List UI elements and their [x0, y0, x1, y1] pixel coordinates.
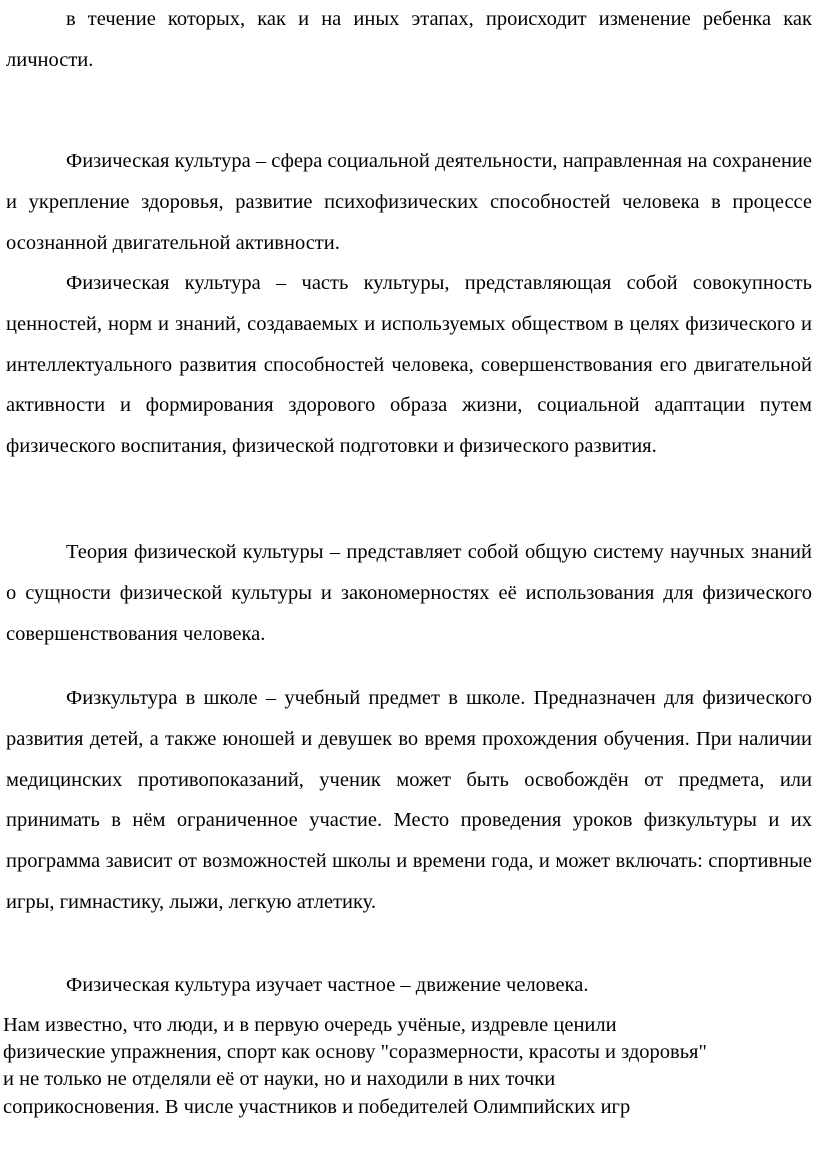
paragraph-physical-culture-part: Физическая культура – часть культуры, представляющая собой совокупность ценностей, норм и знаний, создаваемых и используемых обществом в целях физического и интеллектуального развития способностей человека, совершенствования его двигательной активности и формирования здорового образа жизни, социальной адаптации путем физического воспитания, физической подготовки и физического развития.: [6, 272, 812, 458]
paragraph-definition-physical-culture: Физическая культура – сфера социальной деятельности, направленная на сохранение и укрепление здоровья, развитие психофизических способностей человека в процессе осознанной двигательной активности.: [6, 150, 812, 254]
paragraph-movement: Физическая культура изучает частное – движение человека.: [66, 974, 589, 996]
history-line: физические упражнения, спорт как основу "соразмерности, красоты и здоровья": [3, 1041, 707, 1064]
paragraph-theory: Теория физической культуры – представляет собой общую систему научных знаний о сущности физической культуры и закономерностях её использования для физического совершенствования человека.: [6, 541, 812, 645]
history-line: соприкосновения. В числе участников и победителей Олимпийских игр: [3, 1095, 631, 1118]
paragraph-school-pe: Физкультура в школе – учебный предмет в школе. Предназначен для физического развития детей, а также юношей и девушек во время прохождения обучения. При наличии медицинских противопоказаний, ученик может быть освобождён от предмета, или принимать в нём ограниченное участие. Место проведения уроков физкультуры и их программа зависит от возможностей школы и времени года, и может включать: спортивные игры, гимнастику, лыжи, легкую атлетику.: [6, 687, 812, 913]
paragraph-history: [3, 1012, 816, 1121]
history-line: Нам известно, что люди, и в первую очередь учёные, издревле ценили: [3, 1014, 617, 1036]
history-line: и не только не отделяли её от науки, но и находили в них точки: [3, 1068, 556, 1091]
paragraph-continuation: в течение которых, как и на иных этапах, происходит изменение ребенка как личности.: [6, 8, 812, 71]
